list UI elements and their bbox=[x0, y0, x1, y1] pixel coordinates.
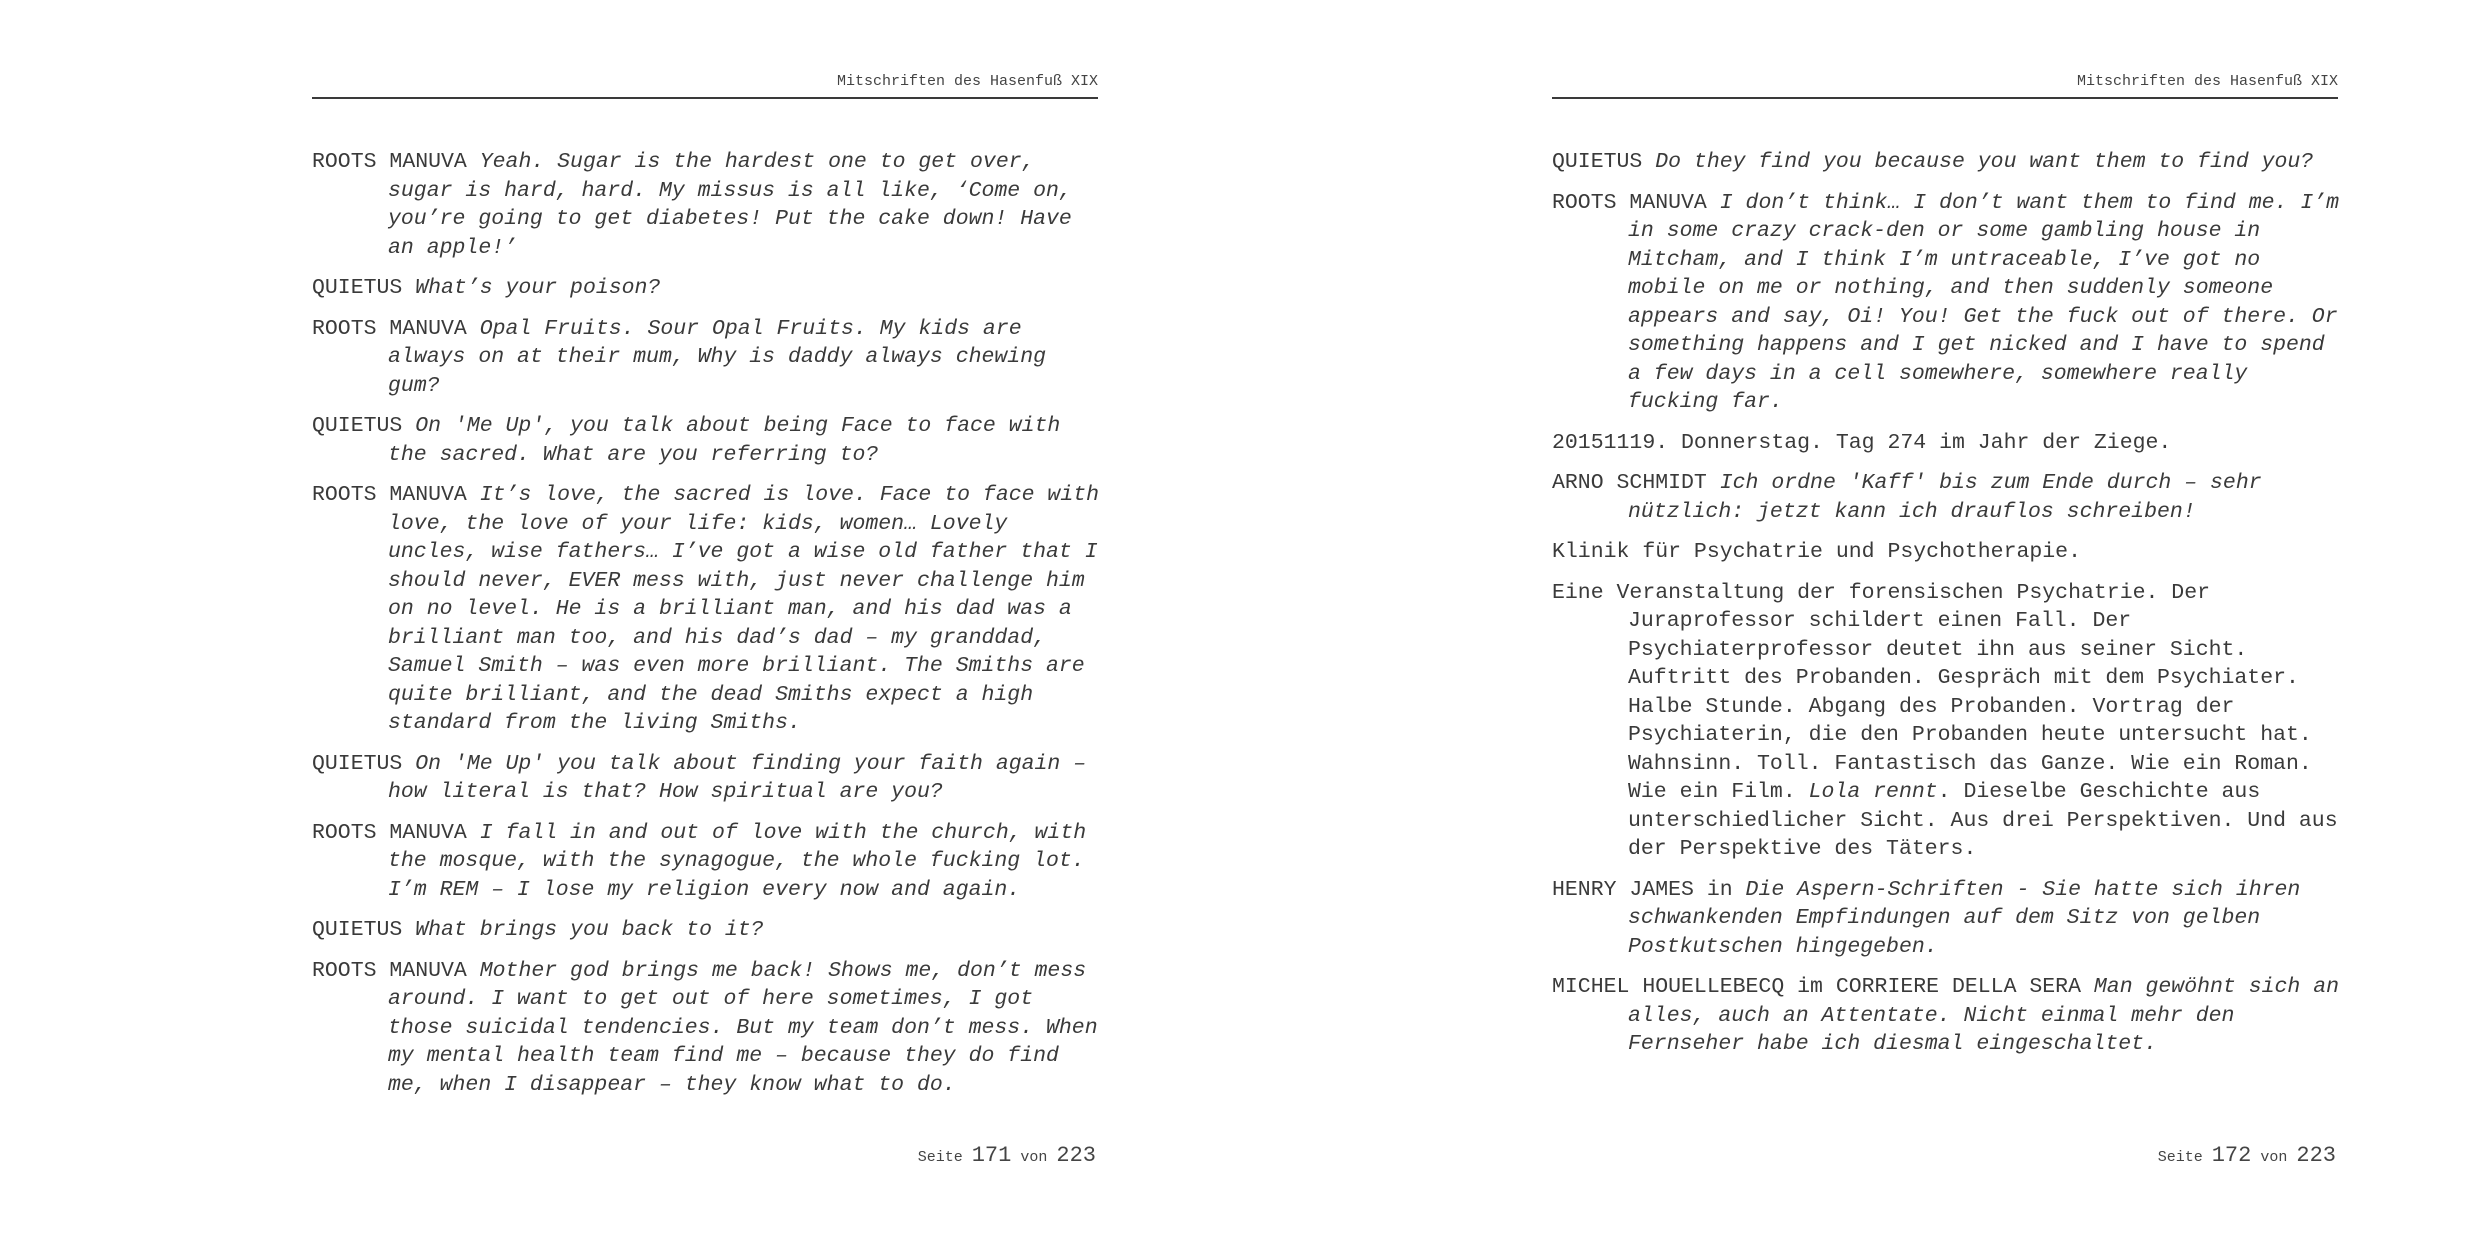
paragraph: ROOTS MANUVA Mother god brings me back! Shows me, don’t mess around. I want to get out of here sometimes, I got those suicidal tendencies. But my team don’t mess. When my mental health team find me – because they do find me, when I disappear – they know what to do. bbox=[312, 958, 1098, 1097]
paragraph: ROOTS MANUVA Yeah. Sugar is the hardest one to get over, sugar is hard, hard. My missus is all like, ‘Come on, you’re going to get diabetes! Put the cake down! Have an apple!’ bbox=[312, 150, 1072, 260]
page-body bbox=[1552, 148, 2342, 1071]
paragraph: QUIETUS On 'Me Up' you talk about finding your faith again – how literal is that? How spiritual are you? bbox=[312, 751, 1087, 804]
paragraph: Eine Veranstaltung der forensischen Psychatrie. Der Juraprofessor schildert einen Fall. Der Psychiaterprofessor deutet ihn aus seiner Sicht. Auftritt des Probanden. Gespräch mit dem Psychiater. Halbe Stunde. Abgang des Probanden. Vortrag der Psychiaterin, die den Probanden heute untersucht hat. Wahnsinn. Toll. Fantastisch das Ganze. Wie ein Roman. Wie ein Film. Lola rennt. Dieselbe Geschichte aus unterschiedlicher Sicht. Aus drei Perspektiven. Und aus der Perspektive des Täters. bbox=[1552, 580, 2338, 861]
paragraph: ROOTS MANUVA I fall in and out of love with the church, with the mosque, with the synagogue, the whole fucking lot. I’m REM – I lose my religion every now and again. bbox=[312, 820, 1087, 902]
paragraph: ROOTS MANUVA Opal Fruits. Sour Opal Fruits. My kids are always on at their mum, Why is daddy always chewing gum? bbox=[312, 316, 1047, 398]
running-header: Mitschriften des Hasenfuß XIX bbox=[1552, 72, 2338, 99]
paragraph: QUIETUS On 'Me Up', you talk about being Face to face with the sacred. What are you referring to? bbox=[312, 414, 1061, 467]
paragraph: MICHEL HOUELLEBECQ im CORRIERE DELLA SERA Man gewöhnt sich an alles, auch an Attentate. Nicht einmal mehr den Fernseher habe ich diesmal eingeschaltet. bbox=[1552, 975, 2340, 1056]
page-left bbox=[312, 0, 1098, 1240]
running-header: Mitschriften des Hasenfuß XIX bbox=[312, 72, 1098, 99]
paragraph: QUIETUS What brings you back to it? bbox=[312, 918, 764, 942]
paragraph: 20151119. Donnerstag. Tag 274 im Jahr der Ziege. bbox=[1552, 430, 2172, 455]
paragraph: Klinik für Psychatrie und Psychotherapie. bbox=[1552, 540, 2081, 564]
page-right bbox=[1552, 0, 2338, 1240]
page-body bbox=[312, 148, 1102, 1111]
paragraph: ARNO SCHMIDT Ich ordne 'Kaff' bis zum Ende durch – sehr nützlich: jetzt kann ich drauflos schreiben! bbox=[1552, 471, 2262, 524]
paragraph: ROOTS MANUVA It’s love, the sacred is love. Face to face with love, the love of your life: kids, women… Lovely uncles, wise fathers… I’ve got a wise old father that I should never, EVER mess with, just never challenge him on no level. He is a brilliant man, and his dad was a brilliant man too, and his dad’s dad – my granddad, Samuel Smith – was even more brilliant. The Smiths are quite brilliant, and the dead Smiths expect a high standard from the living Smiths. bbox=[312, 483, 1100, 735]
paragraph: QUIETUS What’s your poison? bbox=[312, 276, 661, 300]
paragraph: QUIETUS Do they find you because you want them to find you? bbox=[1552, 150, 2314, 174]
page-number: Seite 171 von 223 bbox=[917, 1143, 1096, 1168]
paragraph: HENRY JAMES in Die Aspern-Schriften - Sie hatte sich ihren schwankenden Empfindungen auf dem Sitz von gelben Postkutschen hingegeben. bbox=[1552, 877, 2301, 959]
page-number: Seite 172 von 223 bbox=[2157, 1143, 2336, 1168]
paragraph: ROOTS MANUVA I don’t think… I don’t want them to find me. I’m in some crazy crack-den or some gambling house in Mitcham, and I think I’m untraceable, I’ve got no mobile on me or nothing, and then suddenly someone appears and say, Oi! You! Get the fuck out of there. Or something happens and I get nicked and I have to spend a few days in a cell somewhere, somewhere really fucking far. bbox=[1552, 190, 2340, 414]
